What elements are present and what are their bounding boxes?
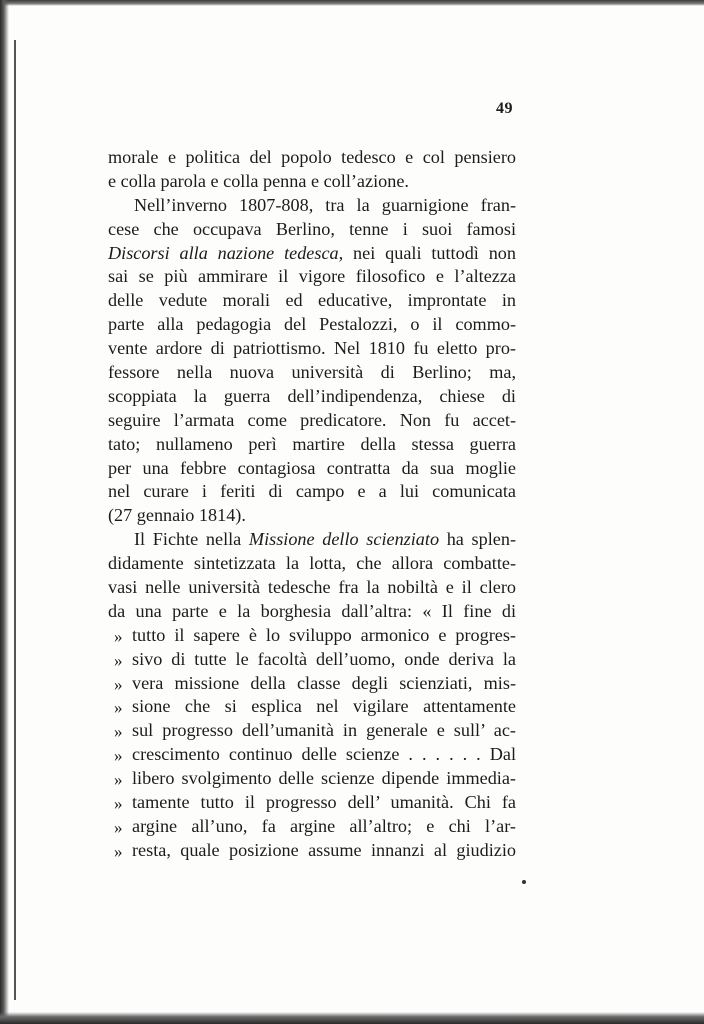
italic-title: Discorsi alla nazione tedesca, bbox=[108, 242, 344, 263]
text-line bbox=[108, 170, 516, 194]
text-line bbox=[108, 528, 516, 552]
text-line bbox=[108, 265, 516, 289]
text-line bbox=[108, 457, 516, 481]
text-run: cese che occupava Berlino, tenne i suoi famosi bbox=[108, 218, 516, 239]
text-run: didamente sintetizzata la lotta, che allora combatte- bbox=[108, 553, 516, 574]
scan-edge-left bbox=[0, 0, 9, 1024]
text-run: vasi nelle università tedesche fra la nobiltà e il clero bbox=[108, 577, 516, 598]
text-run: tutto il sapere è lo sviluppo armonico e progres- bbox=[132, 624, 516, 645]
text-line bbox=[108, 218, 516, 242]
scan-edge-bottom bbox=[0, 1012, 704, 1024]
text-line bbox=[108, 146, 516, 170]
body-text bbox=[108, 146, 516, 863]
text-run: (27 gennaio 1814). bbox=[108, 505, 246, 526]
italic-title: Missione dello scienziato bbox=[248, 529, 440, 550]
text-line bbox=[108, 313, 516, 337]
text-run: morale e politica del popolo tedesco e col pensiero bbox=[108, 147, 516, 167]
text-run: libero svolgimento delle scienze dipende immedia- bbox=[132, 768, 516, 789]
text-run: seguire l’armata come predicatore. Non fu accet- bbox=[108, 409, 516, 430]
text-line bbox=[108, 194, 516, 218]
text-run: e colla parola e colla penna e coll’azione. bbox=[108, 170, 409, 191]
text-run: Il Fichte nella bbox=[134, 529, 249, 550]
text-line bbox=[108, 552, 516, 576]
quoted-text-line bbox=[108, 719, 516, 743]
text-run: per una febbre contagiosa contratta da sua moglie bbox=[108, 457, 516, 478]
text-run: da una parte e la borghesia dall’altra: « Il fine di bbox=[108, 600, 516, 621]
text-run: sai se più ammirare il vigore filosofico e l’altezza bbox=[108, 266, 516, 287]
text-line bbox=[108, 242, 516, 266]
text-line bbox=[108, 385, 516, 409]
text-run: resta, quale posizione assume innanzi al giudizio bbox=[132, 839, 516, 860]
quoted-text-line bbox=[108, 791, 516, 815]
quoted-text-line bbox=[108, 672, 516, 696]
binding-shadow bbox=[14, 40, 16, 1000]
scan-edge-top bbox=[0, 0, 704, 6]
ink-speck bbox=[522, 880, 526, 884]
text-run: delle vedute morali ed educative, improntate in bbox=[108, 290, 516, 311]
text-line bbox=[108, 600, 516, 624]
text-line bbox=[108, 433, 516, 457]
text-line bbox=[108, 480, 516, 504]
text-run: vente ardore di patriottismo. Nel 1810 fu eletto pro- bbox=[108, 338, 516, 359]
quoted-text-line bbox=[108, 648, 516, 672]
text-run: sivo di tutte le facoltà dell’uomo, onde deriva la bbox=[132, 648, 516, 669]
text-run: nel curare i feriti di campo e a lui comunicata bbox=[108, 481, 516, 502]
quoted-text-line bbox=[108, 695, 516, 719]
text-line bbox=[108, 504, 516, 528]
text-run: fessore nella nuova università di Berlino; ma, bbox=[108, 362, 516, 383]
page-number: 49 bbox=[496, 100, 513, 117]
text-run: nei quali tuttodì non bbox=[343, 242, 516, 263]
text-run: crescimento continuo delle scienze . . . . . . Dal bbox=[132, 744, 516, 765]
text-run: scoppiata la guerra dell’indipendenza, chiese di bbox=[108, 385, 516, 406]
text-run: parte alla pedagogia del Pestalozzi, o il commo- bbox=[108, 314, 516, 335]
text-run: Nell’inverno 1807-808, tra la guarnigione fran- bbox=[134, 194, 516, 215]
text-line bbox=[108, 337, 516, 361]
text-line bbox=[108, 576, 516, 600]
quoted-text-line bbox=[108, 624, 516, 648]
text-run: vera missione della classe degli scienziati, mis- bbox=[132, 672, 516, 693]
text-run: tato; nullameno perì martire della stessa guerra bbox=[108, 433, 516, 454]
text-run: ha splen- bbox=[439, 529, 516, 550]
text-run: sione che si esplica nel vigilare attentamente bbox=[132, 696, 516, 717]
text-line bbox=[108, 361, 516, 385]
text-line bbox=[108, 409, 516, 433]
text-run: sul progresso dell’umanità in generale e sull’ ac- bbox=[132, 720, 516, 741]
quoted-text-line bbox=[108, 839, 516, 863]
quoted-text-line bbox=[108, 743, 516, 767]
quoted-text-line bbox=[108, 767, 516, 791]
quoted-text-line bbox=[108, 815, 516, 839]
text-run: tamente tutto il progresso dell’ umanità. Chi fa bbox=[132, 792, 516, 813]
text-line bbox=[108, 289, 516, 313]
text-run: argine all’uno, fa argine all’altro; e chi l’ar- bbox=[132, 815, 516, 836]
